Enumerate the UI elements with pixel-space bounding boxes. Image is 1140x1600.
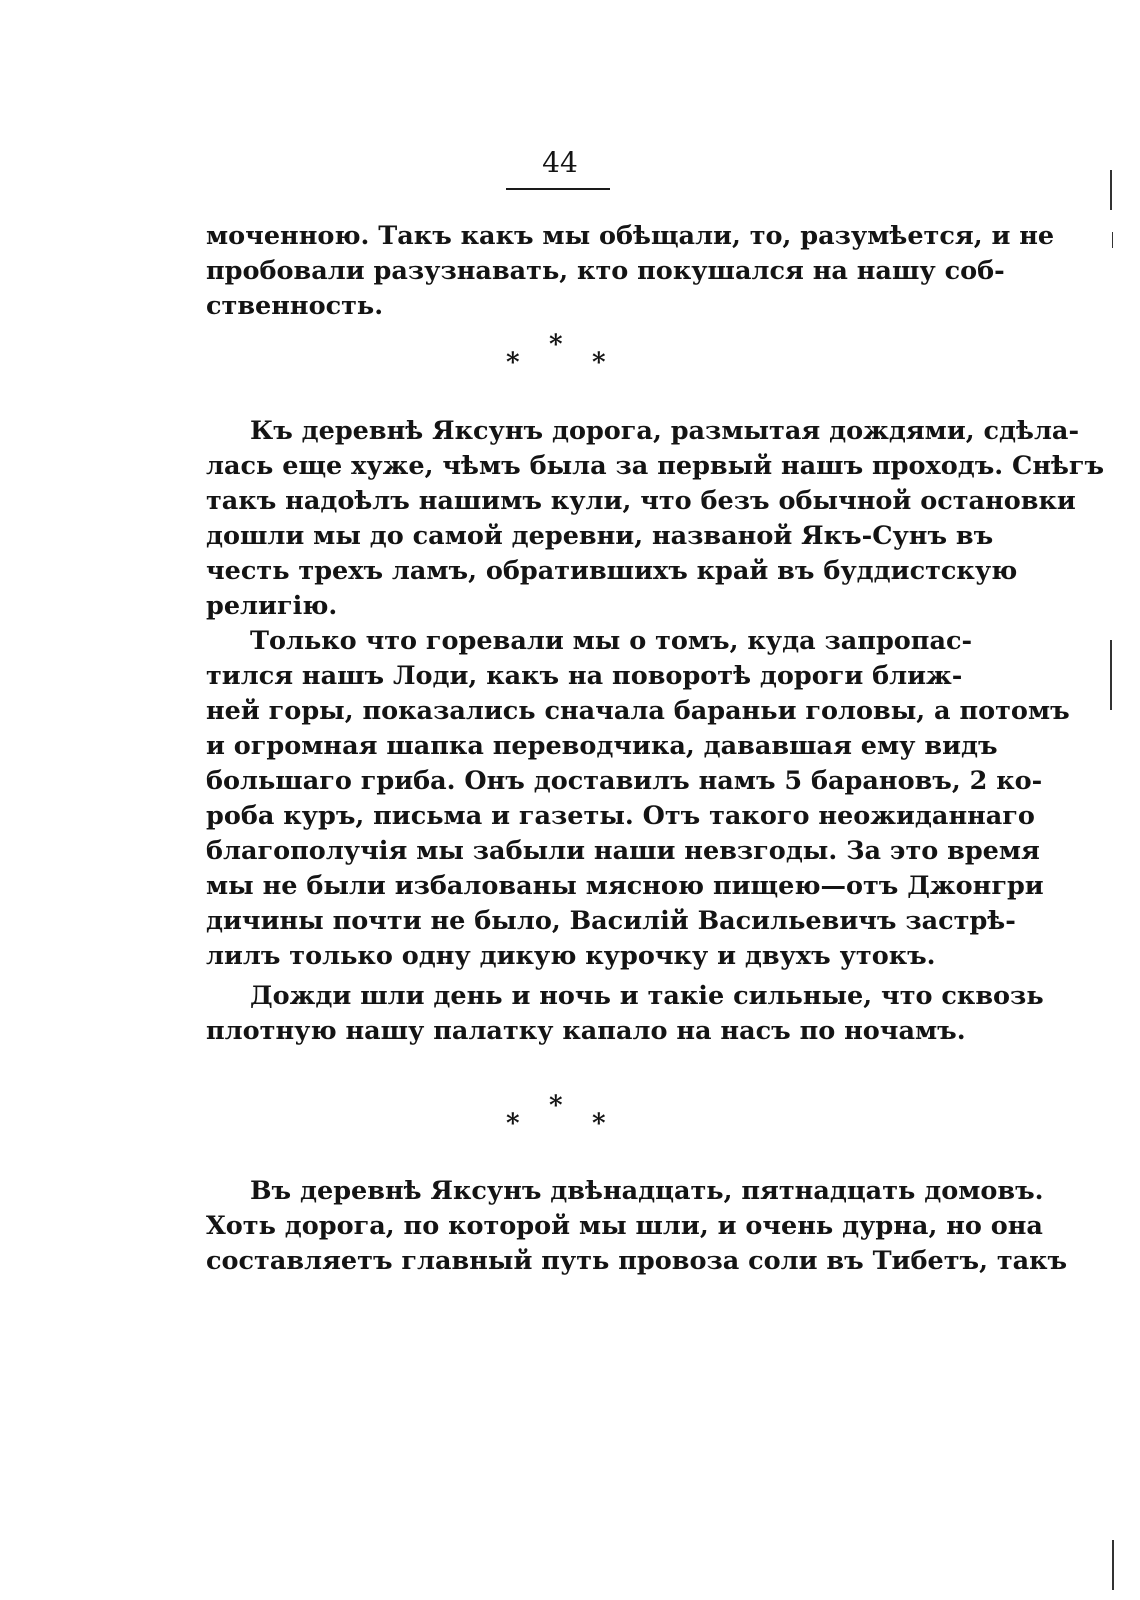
scan-artifact: [1110, 640, 1112, 710]
text-line: большаго гриба. Онъ доставилъ намъ 5 барановъ, 2 ко-: [206, 766, 1043, 796]
text-line: и огромная шапка переводчика, дававшая ему видъ: [206, 731, 998, 761]
separator-asterisk: *: [592, 1109, 606, 1139]
separator-asterisk: *: [549, 330, 563, 360]
text-line: честь трехъ ламъ, обратившихъ край въ буддистскую: [206, 556, 1018, 586]
scan-artifact: [1112, 232, 1113, 248]
text-line: дичины почти не было, Василій Васильевичъ застрѣ-: [206, 906, 1016, 936]
text-line: мы не были избалованы мясною пищею—отъ Джонгри: [206, 871, 1044, 901]
text-line: составляетъ главный путь провоза соли въ Тибетъ, такъ: [206, 1246, 1068, 1276]
text-line: Къ деревнѣ Яксунъ дорога, размытая дождями, сдѣла-: [250, 416, 1080, 446]
text-line: Дожди шли день и ночь и такіе сильные, что сквозь: [250, 981, 1044, 1011]
text-line: благополучія мы забыли наши невзгоды. За это время: [206, 836, 1040, 866]
text-line: лилъ только одну дикую курочку и двухъ утокъ.: [206, 941, 936, 971]
scan-artifact: [1112, 1540, 1114, 1590]
text-line: такъ надоѣлъ нашимъ кули, что безъ обычной остановки: [206, 486, 1076, 516]
text-line: ней горы, показались сначала бараньи головы, а потомъ: [206, 696, 1070, 726]
text-line: Только что горевали мы о томъ, куда запропас-: [250, 626, 973, 656]
text-line: тился нашъ Лоди, какъ на поворотѣ дороги ближ-: [206, 661, 963, 691]
text-line: лась еще хуже, чѣмъ была за первый нашъ проходъ. Снѣгъ: [206, 451, 1105, 481]
text-line: плотную нашу палатку капало на насъ по ночамъ.: [206, 1016, 966, 1046]
separator-asterisk: *: [592, 348, 606, 378]
section-separator: [0, 332, 1140, 392]
page-number: 44: [542, 146, 578, 179]
text-line: религію.: [206, 591, 338, 621]
text-line: Въ деревнѣ Яксунъ двѣнадцать, пятнадцать домовъ.: [250, 1176, 1044, 1206]
text-line: моченною. Такъ какъ мы обѣщали, то, разумѣется, и не: [206, 221, 1055, 251]
separator-asterisk: *: [506, 1109, 520, 1139]
text-line: ственность.: [206, 291, 384, 321]
text-line: дошли мы до самой деревни, названой Якъ-Сунъ въ: [206, 521, 994, 551]
text-line: Хоть дорога, по которой мы шли, и очень дурна, но она: [206, 1211, 1043, 1241]
separator-asterisk: *: [549, 1091, 563, 1121]
page-number-rule: [506, 188, 610, 190]
text-line: роба куръ, письма и газеты. Отъ такого неожиданнаго: [206, 801, 1035, 831]
text-line: пробовали разузнавать, кто покушался на нашу соб-: [206, 256, 1005, 286]
section-separator: [0, 1093, 1140, 1153]
scan-artifact: [1110, 170, 1112, 210]
separator-asterisk: *: [506, 348, 520, 378]
